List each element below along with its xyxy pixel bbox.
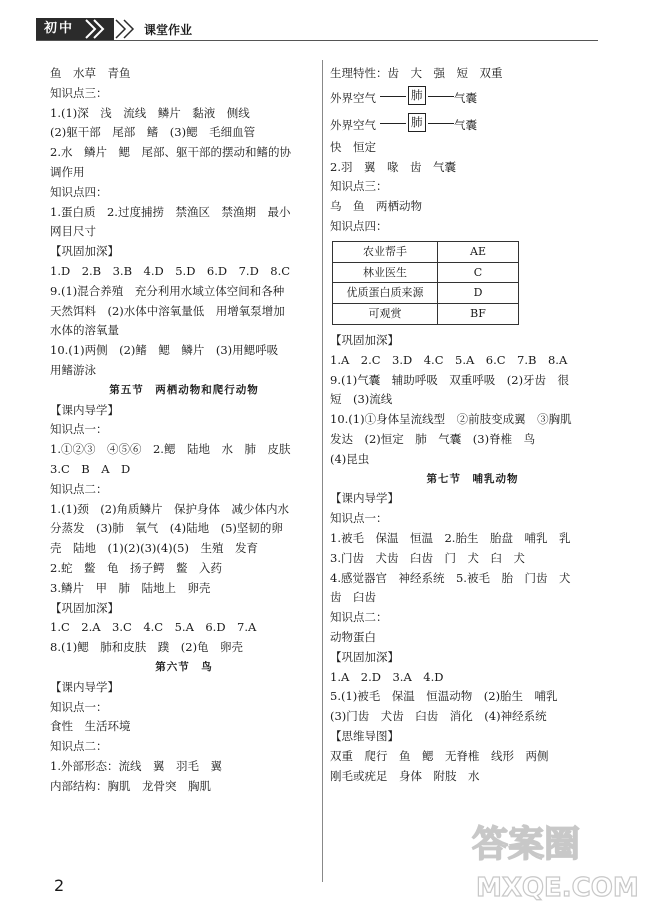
- flow-right-label: 气囊: [454, 117, 477, 132]
- subsection-heading: 【课内导学】: [330, 491, 399, 506]
- subsection-heading: 【课内导学】: [50, 679, 119, 694]
- table-cell: C: [438, 262, 519, 283]
- answer-line: 双重 爬行 鱼 鳃 无脊椎 线形 两侧: [330, 748, 549, 763]
- subsection-heading: 【思维导图】: [330, 728, 399, 743]
- answer-line: 3.鳞片 甲 肺 陆地上 卵壳: [50, 580, 211, 595]
- answer-line: 8.(1)鳃 肺和皮肤 蹼 (2)龟 卵壳: [50, 640, 244, 655]
- svg-text:MXQE.COM: MXQE.COM: [476, 873, 639, 903]
- answer-line: 1.(1)颈 (2)角质鳞片 保护身体 减少体内水: [50, 501, 290, 516]
- answer-line: 2.水 鳞片 鳃 尾部、躯干部的摆动和鳍的协: [50, 145, 291, 160]
- right-column: [330, 64, 615, 786]
- flow-left-label: 外界空气: [330, 90, 376, 105]
- table-row: [333, 241, 519, 262]
- header-title: 课堂作业: [144, 23, 193, 37]
- answer-line: 发达 (2)恒定 肺 气囊 (3)脊椎 鸟: [330, 431, 536, 446]
- answer-line: 9.(1)气囊 辅助呼吸 双重呼吸 (2)牙齿 很: [330, 372, 570, 387]
- chevron-outline-icon: [114, 18, 140, 40]
- answer-line: 天然饵料 (2)水体中溶氧量低 用增氧泵增加: [50, 303, 285, 318]
- answer-line: 分蒸发 (3)肺 氧气 (4)陆地 (5)坚韧的卵: [50, 521, 283, 536]
- answer-line: 2.羽 翼 喙 齿 气囊: [330, 159, 456, 174]
- table-row: [333, 262, 519, 283]
- answer-line: 知识点一：: [330, 511, 388, 526]
- page-number: 2: [54, 876, 65, 895]
- subsection-heading: 【巩固加深】: [50, 244, 119, 259]
- section-title: 第五节 两栖动物和爬行动物: [109, 383, 259, 396]
- subsection-heading: 【巩固加深】: [330, 332, 399, 347]
- flow-row: [330, 84, 615, 111]
- answer-line: 鱼 水草 青鱼: [50, 66, 131, 80]
- column-divider: [322, 60, 323, 882]
- arrow-icon: [380, 96, 406, 97]
- section-title: 第六节 鸟: [155, 660, 213, 673]
- answer-line: 4.感觉器官 神经系统 5.被毛 胎 门齿 犬: [330, 570, 571, 585]
- answer-line: 1.(1)深 浅 流线 鳞片 黏液 侧线: [50, 105, 250, 120]
- chevron-double-icon: [84, 18, 112, 40]
- answer-line: 知识点一：: [50, 699, 108, 714]
- answer-line: 水体的溶氧量: [50, 323, 119, 338]
- arrow-icon: [380, 123, 406, 124]
- left-column: [50, 64, 318, 796]
- answer-line: (2)躯干部 尾部 鳍 (3)鳃 毛细血管: [50, 125, 256, 140]
- arrow-icon: [428, 123, 454, 124]
- answer-line: 5.(1)被毛 保温 恒温动物 (2)胎生 哺乳: [330, 689, 558, 704]
- answer-line: 1.外部形态：流线 翼 羽毛 翼: [50, 758, 222, 773]
- answer-line: 食性 生活环境: [50, 719, 131, 734]
- header-tag: 初中: [44, 21, 75, 36]
- subsection-heading: 【课内导学】: [50, 402, 119, 417]
- answer-line: 齿 臼齿: [330, 590, 376, 605]
- answer-line: 壳 陆地 (1)(2)(3)(4)(5) 生殖 发育: [50, 541, 258, 556]
- svg-text:答案圈: 答案圈: [472, 824, 581, 865]
- knowledge-table: [332, 241, 519, 325]
- answer-line: 10.(1)两侧 (2)鳍 鳃 鳞片 (3)用鳃呼吸: [50, 343, 279, 358]
- answer-line: 快 恒定: [330, 139, 376, 154]
- answer-line: 调作用: [50, 164, 85, 179]
- header-tag-block: [36, 18, 114, 40]
- watermark-logo: [462, 812, 640, 904]
- answer-line: 知识点四：: [50, 184, 108, 199]
- table-row: [333, 304, 519, 325]
- answer-line: (4)昆虫: [330, 451, 370, 466]
- answer-line: 3.门齿 犬齿 臼齿 门 犬 臼 犬: [330, 550, 525, 565]
- subsection-heading: 【巩固加深】: [50, 600, 119, 615]
- answer-line: 知识点三：: [330, 179, 388, 194]
- header-rule: [36, 40, 598, 41]
- table-cell: D: [438, 283, 519, 304]
- answer-line: 动物蛋白: [330, 629, 376, 644]
- flow-right-label: 气囊: [454, 90, 477, 105]
- table-cell: AE: [438, 241, 519, 262]
- page-header: [36, 18, 598, 40]
- answer-line: 3.C B A D: [50, 461, 131, 476]
- answer-line: 1.A 2.C 3.D 4.C 5.A 6.C 7.B 8.A: [330, 352, 568, 367]
- answer-line: 1.①②③ ④⑤⑥ 2.鳃 陆地 水 肺 皮肤: [50, 442, 291, 457]
- answer-line: 知识点二：: [330, 610, 388, 625]
- answer-line: 1.A 2.D 3.A 4.D: [330, 669, 444, 684]
- flow-left-label: 外界空气: [330, 117, 376, 132]
- answer-line: 9.(1)混合养殖 充分利用水域立体空间和各种: [50, 283, 285, 298]
- answer-line: 1.D 2.B 3.B 4.D 5.D 6.D 7.D 8.C: [50, 263, 291, 278]
- answer-line: 知识点二：: [50, 739, 108, 754]
- answer-line: 刚毛或疣足 身体 附肢 水: [330, 768, 480, 783]
- answer-line: 1.蛋白质 2.过度捕捞 禁渔区 禁渔期 最小: [50, 204, 291, 219]
- answer-line: 生理特性：齿 大 强 短 双重: [330, 66, 503, 80]
- answer-line: 知识点一：: [50, 422, 108, 437]
- answer-line: 乌 鱼 两栖动物: [330, 199, 422, 214]
- section-title: 第七节 哺乳动物: [426, 472, 519, 485]
- answer-line: 知识点二：: [50, 481, 108, 496]
- table-cell: BF: [438, 304, 519, 325]
- answer-line: 网目尺寸: [50, 224, 96, 239]
- table-cell: 优质蛋白质来源: [333, 283, 438, 304]
- answer-line: 知识点四：: [330, 218, 388, 233]
- answer-line: 短 (3)流线: [330, 392, 393, 407]
- table-cell: 农业帮手: [333, 241, 438, 262]
- answer-line: 10.(1)①身体呈流线型 ②前肢变成翼 ③胸肌: [330, 412, 572, 427]
- flow-mid-box: 肺: [408, 86, 426, 105]
- arrow-icon: [428, 96, 454, 97]
- answer-line: 用鳍游泳: [50, 362, 96, 377]
- answer-line: 内部结构：胸肌 龙骨突 胸肌: [50, 778, 211, 793]
- table-row: [333, 283, 519, 304]
- flow-mid-box: 肺: [408, 113, 426, 132]
- subsection-heading: 【巩固加深】: [330, 649, 399, 664]
- answer-line: (3)门齿 犬齿 臼齿 消化 (4)神经系统: [330, 709, 547, 724]
- answer-line: 知识点三：: [50, 85, 108, 100]
- answer-line: 1.C 2.A 3.C 4.C 5.A 6.D 7.A: [50, 620, 257, 635]
- table-cell: 可观赏: [333, 304, 438, 325]
- breathing-flow-diagram: [330, 84, 615, 138]
- table-cell: 林业医生: [333, 262, 438, 283]
- answer-line: 1.被毛 保温 恒温 2.胎生 胎盘 哺乳 乳: [330, 530, 571, 545]
- flow-row: [330, 111, 615, 138]
- answer-line: 2.蛇 鳖 龟 扬子鳄 鳖 入药: [50, 560, 222, 575]
